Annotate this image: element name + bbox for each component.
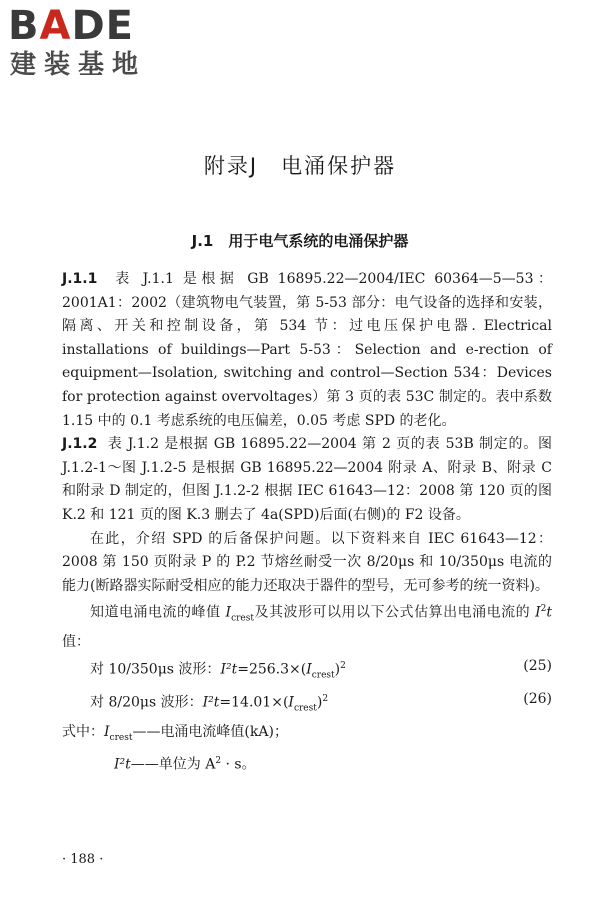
logo-brand: BADE <box>8 3 134 49</box>
clause-text: 表 J.1.2 是根据 GB 16895.22—2004 第 2 页的表 53B 制定的。图 J.1.2-1～图 J.1.2-5 是根据 GB 16895.22—2004 附录 A、附录 B、附录 C 和附录 D 制定的，但图 J.1.2-2 根据 IEC 61643—12：2008 第 120 页的图 K.2 和 121 页的图 K.3 删去了 4a(SPD)后面(右侧)的 F2 设备。 <box>62 436 553 523</box>
clause-number: J.1.2 <box>62 436 98 453</box>
paragraph-j-1-2 <box>62 433 552 527</box>
equation-number: (26) <box>523 691 552 707</box>
logo-subtitle: 建装基地 <box>10 50 147 80</box>
appendix-title: 附录J 电涌保护器 <box>203 154 397 178</box>
bade-logo <box>8 4 178 84</box>
page-number: · 188 · <box>62 852 104 867</box>
paragraph-backup-protection: 在此，介绍 SPD 的后备保护问题。以下资料来自 IEC 61643—12：2008 第 150 页附录 P 的 P.2 节熔丝耐受一次 8/20μs 和 10/350μs 电流的能力(断路器实际耐受相应的能力还取决于器件的型号，无可参考的统一资料)。 <box>62 530 552 594</box>
clause-text: 表 J.1.1 是根据 GB 16895.22—2004/IEC 60364—5—53：2001A1：2002（建筑物电气装置，第 5-53 部分：电气设备的选择和安装，隔离、开关和控制设备，第 534 节：过电压保护电器. Electrical installations of buildings—Part 5-53：Selection and e-rection of equipment—Isolation, switching and control—Section 534：Devices for protection against overvoltages）第 3 页的表 53C 制定的。表中系数 1.15 中的 0.1 考虑系统的电压偏差，0.05 考虑 SPD 的老化。 <box>62 271 552 429</box>
paragraph-j-1-1 <box>62 268 552 433</box>
formula-26: 对 8/20μs 波形：$I^2t=14.01\times(I_{crest})^2$ (26) <box>62 688 552 721</box>
clause-number: J.1.1 <box>62 271 98 287</box>
paragraph-formula-intro: 知道电涌电流的峰值 $I_{crest}$及其波形可以用以下公式估算出电涌电流的 $I^2t$ 值： <box>62 604 552 651</box>
formula-25: 对 10/350μs 波形：$I^2t=256.3\times(I_{crest})^2$ (25) <box>62 655 552 688</box>
definition-icrest: 式中：$I_{crest}——$电涌电流峰值(kA)； <box>62 724 288 743</box>
page-body <box>62 268 552 778</box>
section-heading: J.1 用于电气系统的电涌保护器 <box>191 232 409 250</box>
definition-i2t: I²t——单位为 $A^2 \cdot s$。 <box>114 756 256 774</box>
equation-number: (25) <box>523 657 552 674</box>
